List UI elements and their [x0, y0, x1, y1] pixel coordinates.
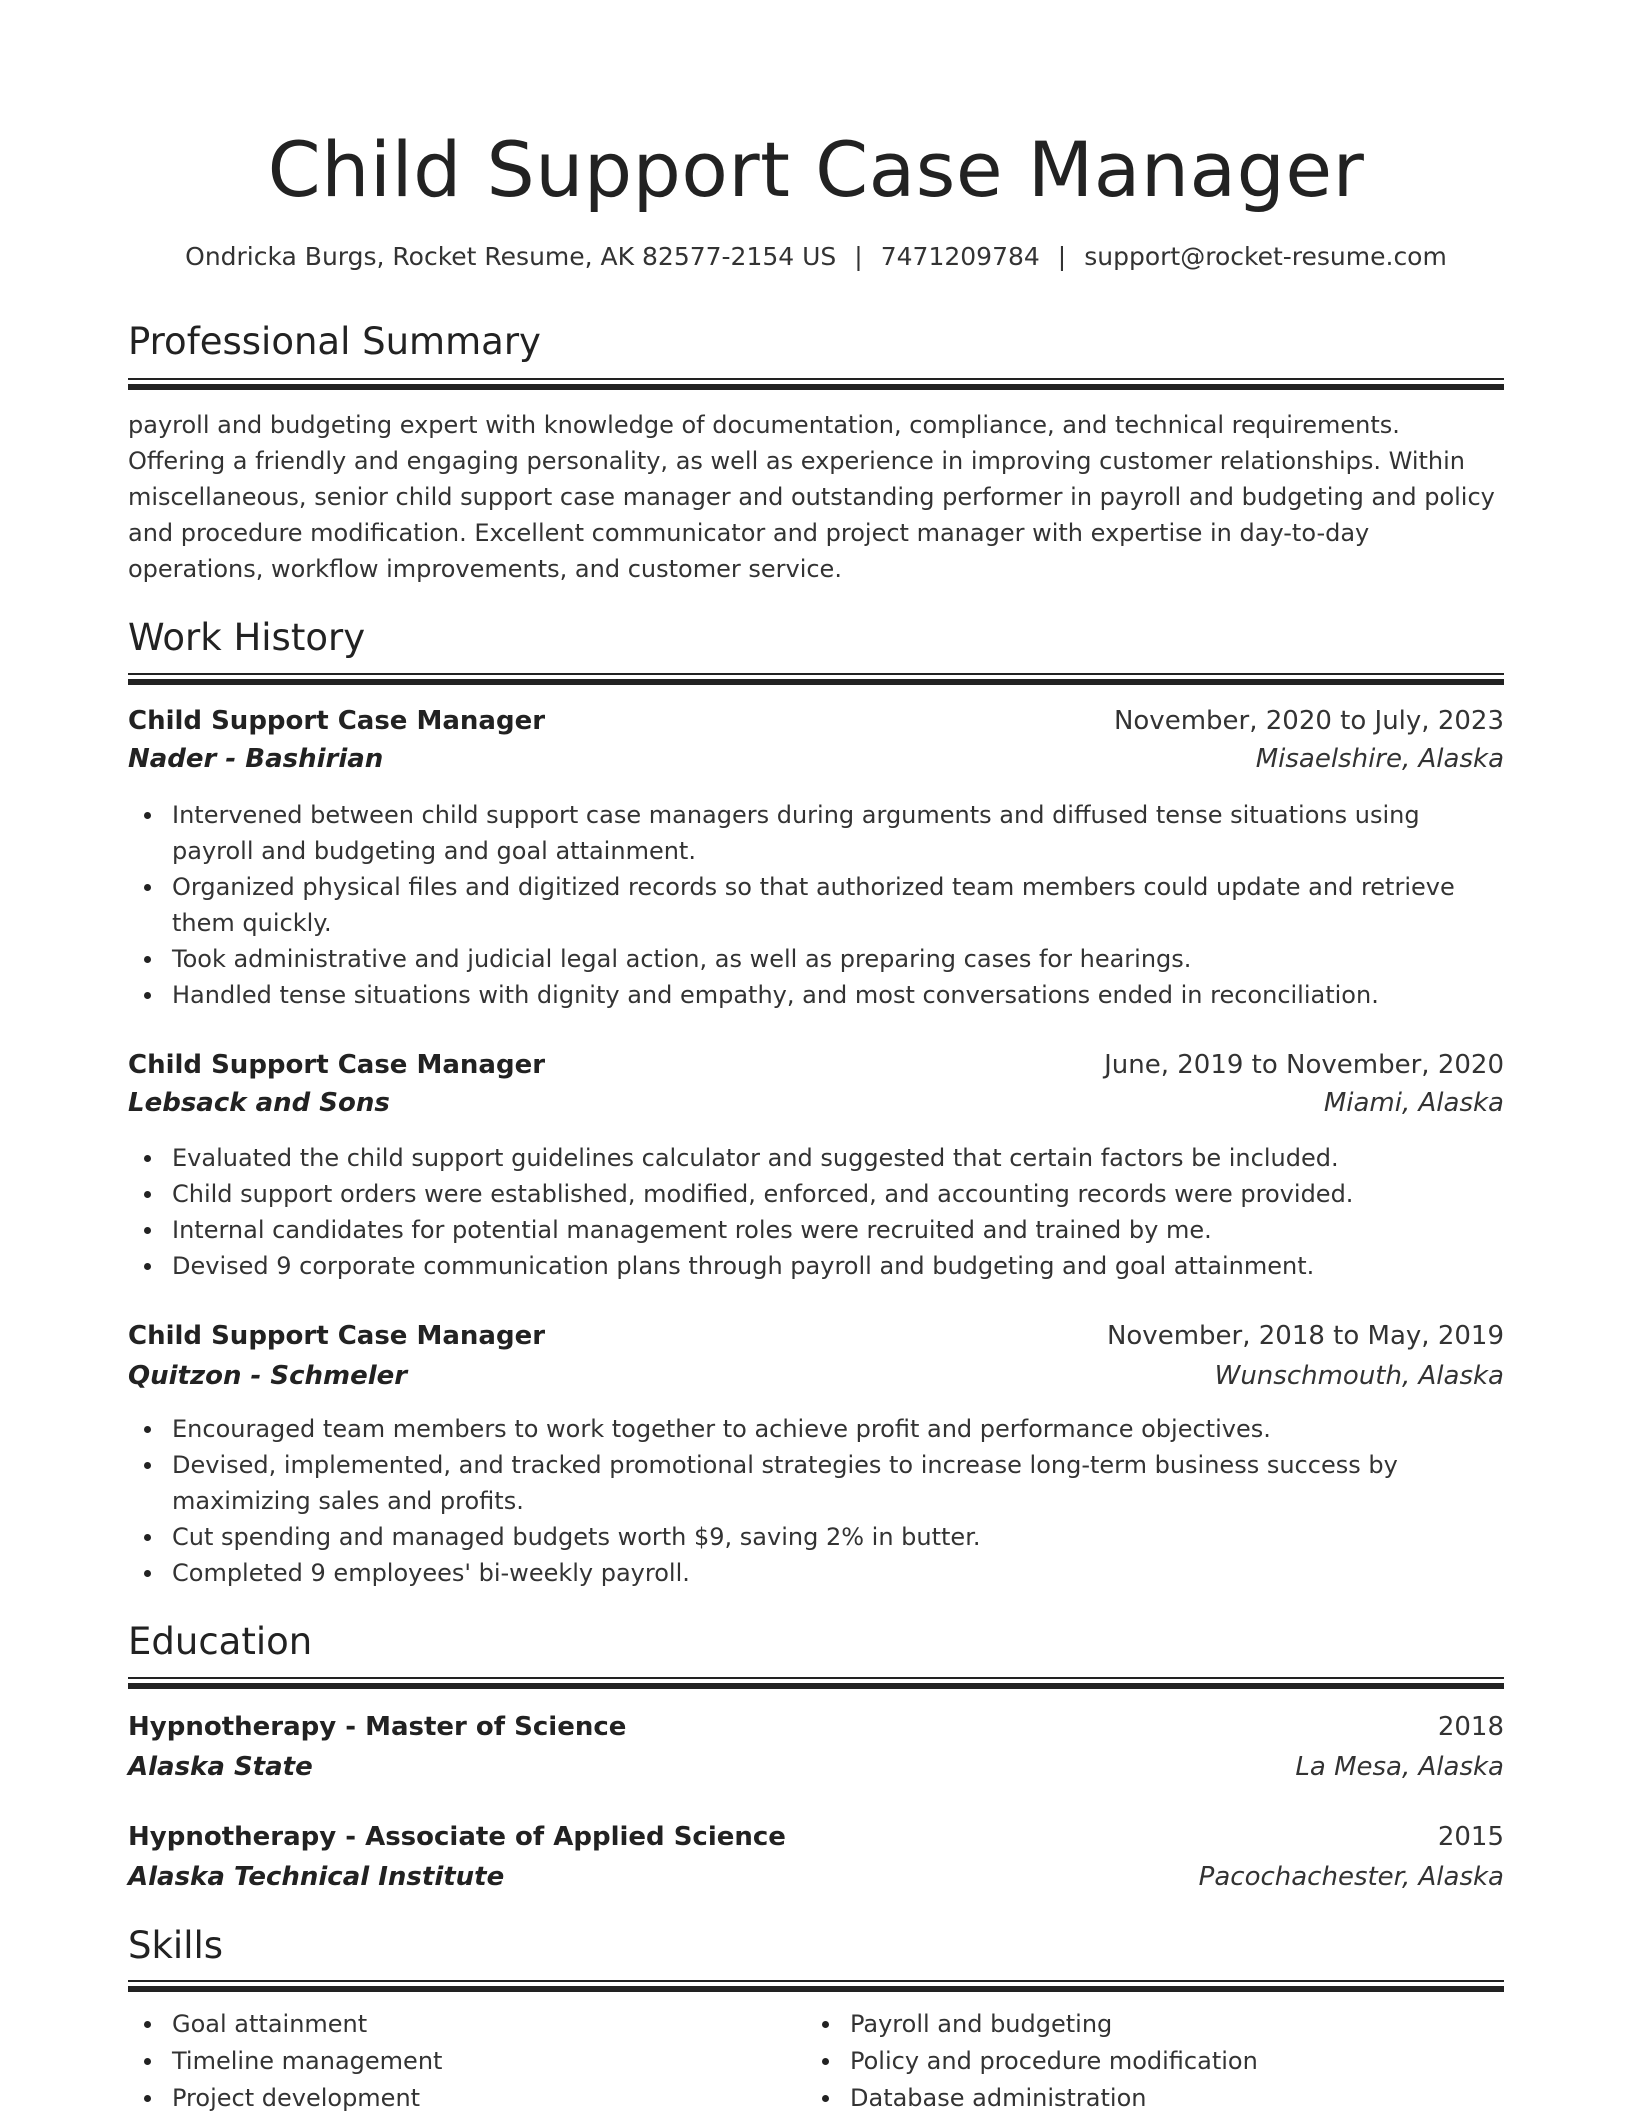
section-title-education: Education — [128, 1620, 313, 1663]
contact-email: support@rocket-resume.com — [1084, 242, 1447, 271]
skill-item: Goal attainment — [128, 2006, 788, 2043]
education-location: Pacochachester, Alaska — [1198, 1862, 1504, 1892]
skills-column-right — [806, 2006, 1466, 2117]
job-dates: June, 2019 to November, 2020 — [1104, 1050, 1504, 1080]
section-divider — [128, 1980, 1504, 1992]
skill-item: Timeline management — [128, 2043, 788, 2080]
list-item: Devised, implemented, and tracked promotional strategies to increase long-term business success by maximizing sales and profits. — [128, 1447, 1504, 1519]
job-company: Lebsack and Sons — [128, 1088, 390, 1118]
skill-item: Project development — [128, 2080, 788, 2117]
section-divider — [128, 673, 1504, 685]
list-item: Handled tense situations with dignity and empathy, and most conversations ended in reconciliation. — [128, 977, 1504, 1013]
skill-item: Payroll and budgeting — [806, 2006, 1466, 2043]
job-dates: November, 2018 to May, 2019 — [1106, 1321, 1504, 1351]
list-item: Cut spending and managed budgets worth $9, saving 2% in butter. — [128, 1519, 1504, 1555]
education-header — [128, 1818, 1504, 1856]
education-degree: Hypnotherapy - Master of Science — [128, 1712, 627, 1742]
education-year: 2018 — [1437, 1712, 1504, 1742]
list-item: Devised 9 corporate communication plans through payroll and budgeting and goal attainment. — [128, 1248, 1504, 1284]
contact-separator: | — [1057, 242, 1067, 271]
job-header — [128, 1046, 1504, 1084]
list-item: Internal candidates for potential management roles were recruited and trained by me. — [128, 1212, 1504, 1248]
contact-phone: 7471209784 — [880, 242, 1040, 271]
skills-column-left — [128, 2006, 788, 2117]
contact-address: Ondricka Burgs, Rocket Resume, AK 82577-2154 US — [185, 242, 837, 271]
list-item: Completed 9 employees' bi-weekly payroll. — [128, 1555, 1504, 1591]
job-company: Quitzon - Schmeler — [128, 1361, 408, 1391]
section-divider — [128, 1677, 1504, 1689]
job-header — [128, 702, 1504, 740]
education-school-row — [128, 1858, 1504, 1896]
section-title-summary: Professional Summary — [128, 320, 541, 363]
job-company: Nader - Bashirian — [128, 744, 384, 774]
job-header — [128, 1317, 1504, 1355]
list-item: Organized physical files and digitized records so that authorized team members could update and retrieve them quickly. — [128, 869, 1504, 941]
education-school-row — [128, 1748, 1504, 1786]
job-title: Child Support Case Manager — [128, 1321, 546, 1351]
job-company-row — [128, 1084, 1504, 1122]
job-location: Wunschmouth, Alaska — [1214, 1361, 1504, 1391]
education-header — [128, 1708, 1504, 1746]
education-location: La Mesa, Alaska — [1295, 1752, 1504, 1782]
job-bullets — [128, 1411, 1504, 1591]
job-title: Child Support Case Manager — [128, 706, 546, 736]
section-title-work-history: Work History — [128, 616, 366, 659]
education-school: Alaska State — [128, 1752, 313, 1782]
contact-line — [128, 240, 1504, 274]
job-bullets — [128, 1140, 1504, 1284]
list-item: Encouraged team members to work together to achieve profit and performance objectives. — [128, 1411, 1504, 1447]
resume-title: Child Support Case Manager — [267, 125, 1365, 214]
job-dates: November, 2020 to July, 2023 — [1113, 706, 1504, 736]
education-school: Alaska Technical Institute — [128, 1862, 505, 1892]
section-divider — [128, 378, 1504, 390]
list-item: Took administrative and judicial legal action, as well as preparing cases for hearings. — [128, 941, 1504, 977]
list-item: Intervened between child support case managers during arguments and diffused tense situations using payroll and budgeting and goal attainment. — [128, 797, 1504, 869]
job-title: Child Support Case Manager — [128, 1050, 546, 1080]
education-year: 2015 — [1437, 1822, 1504, 1852]
summary-text: payroll and budgeting expert with knowledge of documentation, compliance, and technical requirements. Offering a friendly and engaging personality, as well as experience in improving customer relationships. Within miscellaneous, senior child support case manager and outstanding performer in payroll and budgeting and policy and procedure modification. Excellent communicator and project manager with expertise in day-to-day operations, workflow improvements, and customer service. — [128, 411, 1495, 583]
contact-separator: | — [854, 242, 863, 271]
skill-item: Policy and procedure modification — [806, 2043, 1466, 2080]
job-location: Miami, Alaska — [1323, 1088, 1504, 1118]
job-company-row — [128, 1357, 1504, 1395]
job-location: Misaelshire, Alaska — [1255, 744, 1504, 774]
list-item: Child support orders were established, modified, enforced, and accounting records were provided. — [128, 1176, 1504, 1212]
job-bullets — [128, 797, 1504, 1013]
education-degree: Hypnotherapy - Associate of Applied Science — [128, 1822, 786, 1852]
job-company-row — [128, 740, 1504, 778]
section-title-skills: Skills — [128, 1924, 224, 1967]
list-item: Evaluated the child support guidelines calculator and suggested that certain factors be included. — [128, 1140, 1504, 1176]
skill-item: Database administration — [806, 2080, 1466, 2117]
